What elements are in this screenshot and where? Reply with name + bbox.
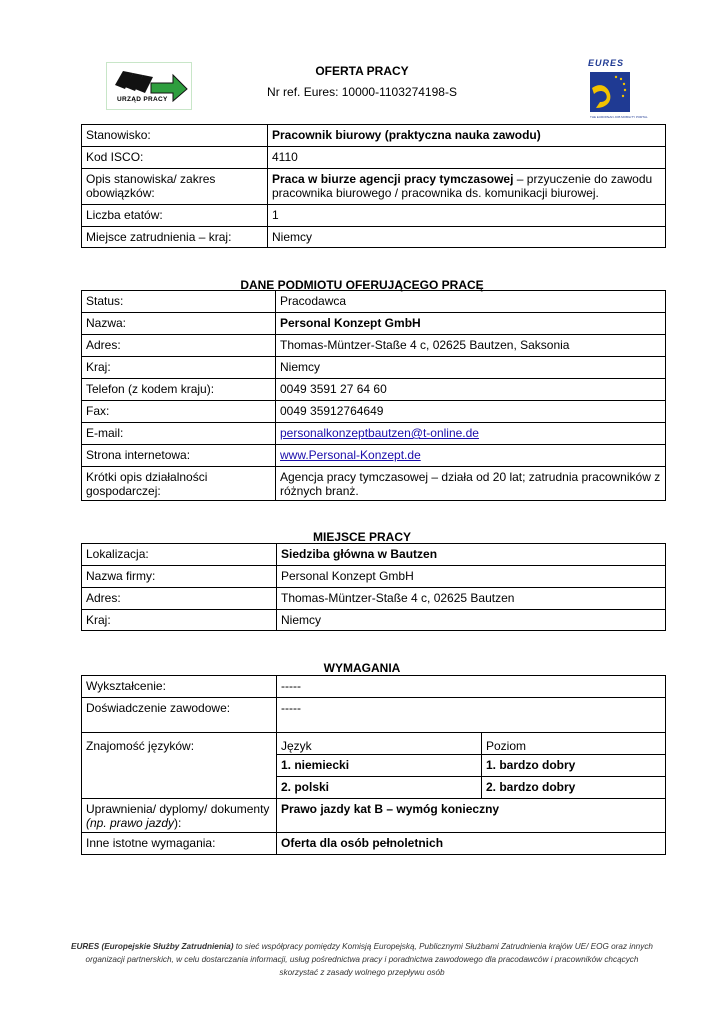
- requirements-table: [81, 675, 666, 855]
- permits-label-end: ):: [174, 816, 182, 830]
- status-value: Pracodawca: [276, 291, 666, 313]
- company-name-value: Personal Konzept GmbH: [276, 313, 666, 335]
- status-label: Status:: [82, 291, 276, 313]
- urzad-pracy-logo-text: URZĄD PRACY: [117, 96, 168, 103]
- firm-name-value: Personal Konzept GmbH: [277, 566, 666, 588]
- firm-name-label: Nazwa firmy:: [82, 566, 277, 588]
- job-description-label: Opis stanowiska/ zakres obowiązków:: [82, 169, 268, 205]
- job-position-value: Pracownik biurowy (praktyczna nauka zawodu): [268, 125, 666, 147]
- table-row: [82, 588, 666, 610]
- workplace-country-value: Niemcy: [268, 227, 666, 248]
- permits-label-example: (np. prawo jazdy: [86, 816, 175, 830]
- location-value: Siedziba główna w Bautzen: [277, 544, 666, 566]
- footer-note: [70, 940, 654, 979]
- job-description-bold: Praca w biurze agencji pracy tymczasowej: [272, 172, 514, 186]
- language-2: 2. polski: [277, 777, 482, 799]
- country-label: Kraj:: [82, 357, 276, 379]
- company-name-label: Nazwa:: [82, 313, 276, 335]
- country-value: Niemcy: [276, 357, 666, 379]
- table-row: [82, 423, 666, 445]
- reference-number: Nr ref. Eures: 10000-1103274198-S: [267, 85, 457, 99]
- table-row: [82, 125, 666, 147]
- table-row: [82, 733, 666, 755]
- requirements-heading: WYMAGANIA: [323, 661, 401, 675]
- table-row: [82, 313, 666, 335]
- language-1: 1. niemiecki: [277, 755, 482, 777]
- positions-count-value: 1: [268, 205, 666, 227]
- workplace-address-label: Adres:: [82, 588, 277, 610]
- education-label: Wykształcenie:: [82, 676, 277, 698]
- table-row: [82, 676, 666, 698]
- table-row: [82, 147, 666, 169]
- languages-label: Znajomość języków:: [82, 733, 277, 799]
- job-table: [81, 124, 666, 248]
- table-row: [82, 833, 666, 855]
- footer-text: to sieć współpracy pomiędzy Komisją Europejską, Publicznymi Służbami Zatrudnienia krajów UE/ EOG oraz innych organizacji partnerskich, w celu dostarczania informacji, usług pośrednictwa pracy i poradnictwa zawodowego dla pracodawców i pracowników chcących skorzystać z zasady wolnego przepływu osób: [85, 942, 653, 977]
- table-row: [82, 467, 666, 501]
- eures-logo-text: EURES: [588, 58, 625, 68]
- other-requirements-label: Inne istotne wymagania:: [82, 833, 277, 855]
- table-row: [82, 379, 666, 401]
- language-1-level: 1. bardzo dobry: [482, 755, 666, 777]
- footer-bold: EURES (Europejskie Służby Zatrudnienia): [71, 942, 234, 951]
- other-requirements-value: Oferta dla osób pełnoletnich: [277, 833, 666, 855]
- workplace-country-label: Miejsce zatrudnienia – kraj:: [82, 227, 268, 248]
- language-column-header: Język: [277, 733, 482, 755]
- document-title: OFERTA PRACY: [315, 64, 409, 78]
- permits-value: Prawo jazdy kat B – wymóg konieczny: [277, 799, 666, 833]
- location-label: Lokalizacja:: [82, 544, 277, 566]
- workplace-table: [81, 543, 666, 631]
- table-row: [82, 169, 666, 205]
- table-row: [82, 445, 666, 467]
- workplace-heading: MIEJSCE PRACY: [312, 530, 412, 544]
- address-label: Adres:: [82, 335, 276, 357]
- experience-value: -----: [277, 698, 666, 733]
- table-row: [82, 799, 666, 833]
- permits-label-main: Uprawnienia/ dyplomy/ dokumenty: [86, 802, 270, 816]
- table-row: [82, 227, 666, 248]
- table-row: [82, 544, 666, 566]
- email-label: E-mail:: [82, 423, 276, 445]
- permits-label: [82, 799, 277, 833]
- job-position-label: Stanowisko:: [82, 125, 268, 147]
- positions-count-label: Liczba etatów:: [82, 205, 268, 227]
- level-column-header: Poziom: [482, 733, 666, 755]
- table-row: [82, 205, 666, 227]
- employer-table: [81, 290, 666, 501]
- table-row: [82, 357, 666, 379]
- table-row: [82, 401, 666, 423]
- workplace-country-value-2: Niemcy: [277, 610, 666, 631]
- table-row: [82, 698, 666, 733]
- table-row: [82, 291, 666, 313]
- isco-code-value: 4110: [268, 147, 666, 169]
- website-label: Strona internetowa:: [82, 445, 276, 467]
- fax-value: 0049 35912764649: [276, 401, 666, 423]
- job-description-rest: – przyuczenie do zawodu pracownika biurowego / pracownika ds. komunikacji biurowej.: [272, 172, 653, 200]
- employer-heading: DANE PODMIOTU OFERUJĄCEGO PRACĘ: [240, 278, 484, 292]
- eures-logo-small-text: THE EUROPEAN JOB MOBILITY PORTAL: [590, 115, 648, 119]
- email-link[interactable]: personalkonzeptbautzen@t-online.de: [280, 426, 479, 440]
- language-2-level: 2. bardzo dobry: [482, 777, 666, 799]
- job-description-value: [268, 169, 666, 205]
- experience-label: Doświadczenie zawodowe:: [82, 698, 277, 733]
- education-value: -----: [277, 676, 666, 698]
- table-row: [82, 610, 666, 631]
- phone-value: 0049 3591 27 64 60: [276, 379, 666, 401]
- table-row: [82, 566, 666, 588]
- business-description-value: Agencja pracy tymczasowej – działa od 20 lat; zatrudnia pracowników z różnych branż.: [276, 467, 666, 501]
- business-description-label: Krótki opis działalności gospodarczej:: [82, 467, 276, 501]
- fax-label: Fax:: [82, 401, 276, 423]
- table-row: [82, 335, 666, 357]
- phone-label: Telefon (z kodem kraju):: [82, 379, 276, 401]
- website-link[interactable]: www.Personal-Konzept.de: [280, 448, 421, 462]
- workplace-address-value: Thomas-Müntzer-Staße 4 c, 02625 Bautzen: [277, 588, 666, 610]
- address-value: Thomas-Müntzer-Staße 4 c, 02625 Bautzen, Saksonia: [276, 335, 666, 357]
- workplace-country-label-2: Kraj:: [82, 610, 277, 631]
- isco-code-label: Kod ISCO:: [82, 147, 268, 169]
